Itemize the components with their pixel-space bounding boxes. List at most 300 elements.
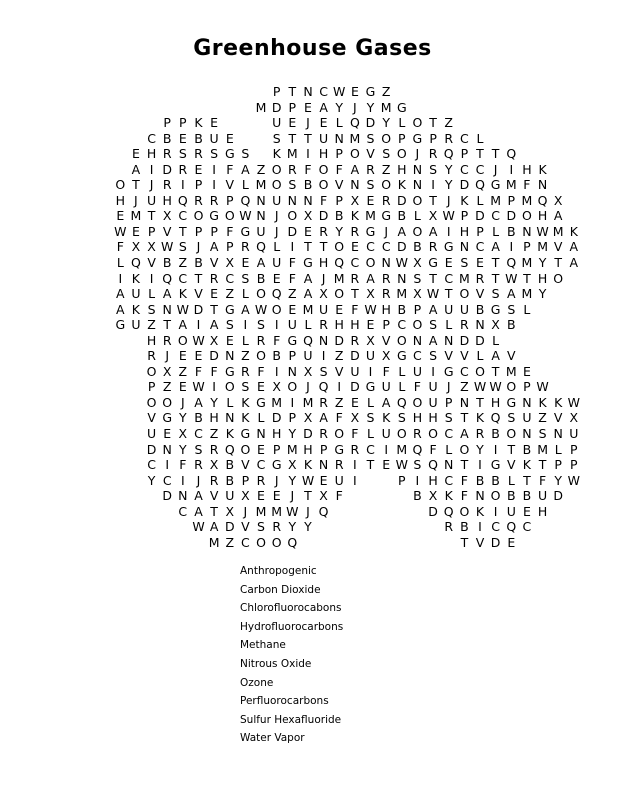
grid-letter: X bbox=[553, 192, 563, 208]
grid-letter: O bbox=[256, 286, 266, 302]
grid-letter: I bbox=[431, 177, 435, 193]
grid-letter: R bbox=[194, 457, 203, 473]
grid-letter: M bbox=[286, 146, 298, 162]
grid-letter: Y bbox=[554, 472, 562, 488]
grid-letter: U bbox=[287, 317, 297, 333]
grid-row bbox=[0, 442, 625, 458]
grid-letter: O bbox=[146, 394, 157, 410]
grid-letter: X bbox=[413, 286, 422, 302]
grid-letter: Z bbox=[444, 115, 453, 131]
grid-letter: O bbox=[396, 426, 407, 442]
grid-letter: Q bbox=[224, 441, 235, 457]
grid-letter: Z bbox=[334, 348, 344, 364]
grid-letter: A bbox=[178, 317, 188, 333]
grid-letter: G bbox=[490, 177, 501, 193]
grid-letter: U bbox=[147, 192, 157, 208]
grid-letter: G bbox=[115, 317, 126, 333]
grid-letter: G bbox=[224, 146, 235, 162]
grid-letter: E bbox=[241, 255, 250, 271]
grid-letter: C bbox=[319, 84, 328, 99]
grid-letter: W bbox=[536, 379, 549, 395]
grid-letter: B bbox=[460, 519, 469, 535]
grid-letter: M bbox=[302, 301, 314, 317]
grid-letter: E bbox=[272, 488, 281, 504]
grid-letter: L bbox=[226, 394, 234, 410]
grid-letter: P bbox=[226, 192, 234, 208]
grid-letter: N bbox=[522, 223, 532, 239]
grid-letter: X bbox=[162, 208, 172, 224]
grid-letter: Z bbox=[381, 161, 391, 177]
grid-letter: N bbox=[397, 270, 407, 286]
grid-letter: M bbox=[365, 208, 376, 224]
grid-letter: O bbox=[412, 115, 423, 131]
grid-letter: I bbox=[321, 348, 326, 364]
grid-letter: F bbox=[288, 255, 296, 271]
grid-letter: F bbox=[351, 301, 359, 317]
grid-letter: A bbox=[256, 255, 266, 271]
grid-letter: I bbox=[290, 394, 295, 410]
grid-letter: L bbox=[241, 286, 249, 302]
grid-letter: H bbox=[209, 410, 219, 426]
grid-row bbox=[0, 286, 625, 302]
grid-letter: C bbox=[366, 441, 375, 457]
grid-letter: S bbox=[538, 426, 547, 442]
grid-letter: L bbox=[445, 441, 453, 457]
grid-letter: I bbox=[478, 457, 482, 473]
grid-letter: B bbox=[491, 426, 500, 442]
grid-letter: Z bbox=[225, 534, 235, 550]
grid-letter: L bbox=[335, 115, 343, 131]
grid-letter: N bbox=[287, 363, 297, 379]
grid-letter: T bbox=[147, 208, 156, 224]
grid-letter: D bbox=[506, 208, 517, 224]
word-list-item: Perfluorocarbons bbox=[240, 695, 329, 708]
grid-letter: Y bbox=[178, 441, 187, 457]
grid-letter: R bbox=[413, 426, 422, 442]
grid-letter: P bbox=[288, 348, 297, 364]
grid-letter: E bbox=[288, 301, 297, 317]
grid-letter: Q bbox=[506, 519, 517, 535]
grid-letter: I bbox=[493, 441, 498, 457]
grid-letter: Y bbox=[444, 161, 453, 177]
grid-letter: R bbox=[381, 270, 391, 286]
grid-letter: D bbox=[193, 301, 204, 317]
grid-letter: H bbox=[459, 223, 470, 239]
grid-letter: I bbox=[353, 457, 357, 473]
grid-letter: R bbox=[475, 426, 485, 442]
grid-letter: R bbox=[209, 270, 219, 286]
word-list-item: Methane bbox=[240, 639, 286, 652]
grid-letter: G bbox=[271, 457, 282, 473]
grid-letter: Y bbox=[335, 223, 343, 239]
grid-letter: E bbox=[366, 192, 375, 208]
grid-letter: N bbox=[256, 192, 266, 208]
grid-letter: A bbox=[209, 519, 219, 535]
grid-letter: I bbox=[212, 161, 216, 177]
grid-letter: U bbox=[459, 301, 469, 317]
grid-letter: T bbox=[366, 457, 375, 473]
grid-letter: O bbox=[490, 488, 501, 504]
grid-letter: O bbox=[412, 192, 423, 208]
grid-letter: D bbox=[146, 441, 157, 457]
grid-letter: G bbox=[334, 441, 345, 457]
grid-letter: D bbox=[475, 332, 485, 348]
grid-letter: O bbox=[256, 534, 266, 550]
grid-letter: M bbox=[333, 270, 345, 286]
grid-letter: K bbox=[241, 394, 250, 410]
grid-letter: I bbox=[337, 379, 342, 395]
grid-letter: Y bbox=[178, 410, 187, 426]
grid-letter: L bbox=[367, 426, 374, 442]
grid-letter: W bbox=[489, 379, 502, 395]
grid-letter: X bbox=[413, 255, 422, 271]
grid-letter: T bbox=[460, 534, 469, 550]
grid-letter: E bbox=[350, 394, 359, 410]
grid-letter: H bbox=[318, 255, 329, 271]
grid-letter: Q bbox=[162, 270, 173, 286]
grid-row bbox=[0, 426, 625, 442]
grid-letter: O bbox=[256, 348, 266, 364]
grid-letter: U bbox=[225, 488, 235, 504]
grid-letter: B bbox=[225, 472, 235, 488]
grid-letter: E bbox=[476, 255, 484, 271]
grid-letter: K bbox=[475, 410, 485, 426]
grid-letter: J bbox=[180, 394, 185, 410]
grid-letter: U bbox=[444, 301, 454, 317]
grid-letter: M bbox=[271, 503, 283, 519]
grid-letter: Z bbox=[460, 379, 469, 395]
grid-letter: E bbox=[350, 239, 359, 255]
grid-letter: J bbox=[493, 161, 498, 177]
grid-letter: B bbox=[507, 223, 516, 239]
grid-letter: U bbox=[272, 255, 282, 271]
grid-letter: S bbox=[460, 255, 469, 271]
grid-letter: M bbox=[130, 208, 142, 224]
grid-row bbox=[0, 317, 625, 333]
grid-letter: N bbox=[381, 255, 391, 271]
grid-row bbox=[0, 519, 625, 535]
grid-letter: O bbox=[334, 426, 345, 442]
grid-letter: Y bbox=[210, 394, 218, 410]
grid-letter: K bbox=[225, 426, 234, 442]
grid-letter: R bbox=[460, 317, 469, 333]
grid-letter: N bbox=[287, 192, 297, 208]
grid-letter: D bbox=[553, 488, 563, 504]
grid-row bbox=[0, 177, 625, 193]
grid-letter: R bbox=[162, 332, 172, 348]
grid-letter: L bbox=[257, 410, 265, 426]
grid-letter: C bbox=[413, 348, 422, 364]
grid-letter: S bbox=[288, 177, 297, 193]
grid-letter: R bbox=[178, 161, 188, 177]
grid-letter: W bbox=[395, 457, 408, 473]
grid-letter: G bbox=[224, 301, 235, 317]
grid-letter: X bbox=[131, 239, 141, 255]
grid-letter: C bbox=[381, 239, 391, 255]
grid-letter: C bbox=[178, 208, 188, 224]
grid-letter: J bbox=[306, 115, 310, 131]
grid-letter: S bbox=[429, 348, 438, 364]
grid-letter: L bbox=[492, 332, 500, 348]
grid-letter: I bbox=[149, 270, 154, 286]
grid-letter: W bbox=[254, 301, 268, 317]
grid-letter: T bbox=[429, 270, 437, 286]
grid-row bbox=[0, 302, 625, 318]
grid-letter: I bbox=[368, 363, 373, 379]
grid-letter: I bbox=[306, 146, 310, 162]
grid-letter: G bbox=[240, 426, 251, 442]
grid-letter: T bbox=[538, 457, 547, 473]
grid-letter: Y bbox=[304, 519, 312, 535]
grid-letter: W bbox=[395, 255, 408, 271]
grid-letter: M bbox=[302, 394, 314, 410]
grid-letter: B bbox=[507, 488, 516, 504]
grid-letter: B bbox=[194, 130, 203, 146]
grid-letter: T bbox=[351, 286, 359, 302]
grid-letter: N bbox=[162, 441, 172, 457]
grid-letter: S bbox=[257, 519, 265, 535]
grid-letter: L bbox=[554, 441, 562, 457]
grid-letter: D bbox=[287, 223, 298, 239]
grid-letter: D bbox=[490, 534, 501, 550]
grid-letter: I bbox=[243, 317, 248, 333]
grid-letter: Q bbox=[130, 255, 141, 271]
grid-letter: L bbox=[241, 332, 249, 348]
grid-letter: C bbox=[444, 426, 454, 442]
grid-letter: B bbox=[303, 177, 313, 193]
grid-letter: A bbox=[319, 410, 328, 426]
grid-letter: P bbox=[460, 146, 469, 162]
grid-letter: M bbox=[255, 99, 267, 115]
grid-letter: L bbox=[148, 286, 156, 302]
grid-letter: D bbox=[209, 348, 219, 364]
grid-row bbox=[0, 224, 625, 240]
grid-letter: J bbox=[290, 488, 295, 504]
grid-letter: B bbox=[475, 301, 485, 317]
grid-letter: G bbox=[224, 363, 235, 379]
grid-letter: I bbox=[431, 363, 435, 379]
grid-letter: D bbox=[459, 177, 470, 193]
grid-letter: M bbox=[537, 441, 548, 457]
grid-letter: F bbox=[319, 192, 328, 208]
grid-letter: C bbox=[444, 270, 454, 286]
grid-row bbox=[0, 100, 625, 116]
grid-letter: N bbox=[412, 161, 423, 177]
grid-letter: N bbox=[412, 177, 423, 193]
grid-letter: O bbox=[224, 379, 235, 395]
grid-letter: H bbox=[334, 317, 344, 333]
grid-letter: P bbox=[413, 301, 422, 317]
grid-letter: T bbox=[460, 457, 469, 473]
grid-letter: C bbox=[491, 519, 500, 535]
grid-letter: E bbox=[257, 441, 265, 457]
grid-letter: X bbox=[225, 503, 235, 519]
grid-letter: Q bbox=[287, 534, 298, 550]
grid-letter: X bbox=[303, 410, 313, 426]
grid-letter: M bbox=[521, 286, 533, 302]
grid-letter: N bbox=[225, 410, 235, 426]
grid-letter: O bbox=[521, 208, 532, 224]
grid-letter: Q bbox=[443, 146, 454, 162]
grid-letter: E bbox=[194, 161, 203, 177]
grid-letter: O bbox=[349, 146, 360, 162]
grid-letter: X bbox=[303, 208, 313, 224]
grid-letter: O bbox=[271, 301, 282, 317]
grid-letter: N bbox=[522, 426, 532, 442]
grid-letter: E bbox=[335, 301, 344, 317]
grid-letter: R bbox=[444, 519, 454, 535]
grid-letter: K bbox=[241, 410, 250, 426]
word-list bbox=[240, 562, 343, 748]
grid-letter: N bbox=[522, 394, 532, 410]
grid-letter: V bbox=[334, 177, 344, 193]
grid-letter: F bbox=[179, 457, 187, 473]
grid-letter: E bbox=[257, 379, 265, 395]
grid-letter: T bbox=[288, 130, 297, 146]
grid-letter: H bbox=[381, 301, 391, 317]
grid-letter: G bbox=[162, 410, 173, 426]
grid-letter: M bbox=[521, 255, 533, 271]
grid-letter: L bbox=[398, 115, 406, 131]
grid-letter: F bbox=[413, 379, 421, 395]
grid-letter: C bbox=[460, 130, 469, 146]
grid-letter: Q bbox=[349, 115, 360, 131]
grid-letter: K bbox=[397, 177, 406, 193]
grid-letter: U bbox=[428, 379, 438, 395]
grid-letter: A bbox=[507, 286, 516, 302]
grid-letter: Q bbox=[443, 503, 454, 519]
grid-letter: W bbox=[192, 332, 205, 348]
grid-letter: S bbox=[147, 301, 156, 317]
grid-letter: E bbox=[304, 223, 312, 239]
grid-letter: S bbox=[491, 286, 500, 302]
grid-letter: K bbox=[538, 394, 547, 410]
grid-letter: E bbox=[522, 363, 531, 379]
grid-letter: I bbox=[165, 457, 170, 473]
grid-letter: M bbox=[521, 192, 533, 208]
grid-letter: N bbox=[459, 394, 470, 410]
grid-letter: C bbox=[256, 457, 266, 473]
word-list-item: Sulfur Hexafluoride bbox=[240, 713, 342, 726]
grid-letter: X bbox=[272, 379, 281, 395]
grid-letter: X bbox=[288, 457, 297, 473]
puzzle-title: Greenhouse Gases bbox=[193, 36, 432, 61]
word-list-item: Nitrous Oxide bbox=[240, 657, 312, 670]
grid-letter: U bbox=[522, 410, 532, 426]
grid-letter: A bbox=[350, 161, 360, 177]
grid-letter: U bbox=[381, 426, 391, 442]
grid-letter: W bbox=[114, 223, 127, 239]
grid-letter: P bbox=[210, 223, 218, 239]
grid-letter: H bbox=[537, 503, 548, 519]
grid-letter: T bbox=[429, 115, 437, 131]
grid-letter: J bbox=[274, 223, 279, 239]
grid-letter: Q bbox=[428, 457, 439, 473]
grid-letter: R bbox=[287, 161, 297, 177]
grid-letter: F bbox=[351, 426, 359, 442]
grid-row bbox=[0, 115, 625, 131]
grid-letter: R bbox=[147, 348, 156, 364]
grid-letter: G bbox=[256, 394, 266, 410]
grid-letter: K bbox=[460, 192, 469, 208]
grid-letter: H bbox=[146, 146, 157, 162]
grid-letter: J bbox=[446, 379, 451, 395]
grid-letter: H bbox=[350, 317, 360, 333]
grid-letter: K bbox=[522, 457, 531, 473]
grid-letter: X bbox=[209, 332, 219, 348]
grid-letter: G bbox=[209, 208, 219, 224]
grid-letter: H bbox=[490, 394, 501, 410]
grid-letter: I bbox=[118, 270, 123, 286]
grid-letter: S bbox=[366, 410, 375, 426]
grid-letter: J bbox=[196, 472, 201, 488]
grid-letter: M bbox=[396, 286, 408, 302]
grid-letter: E bbox=[131, 146, 140, 162]
grid-letter: T bbox=[491, 255, 500, 271]
grid-letter: S bbox=[272, 130, 281, 146]
grid-letter: G bbox=[240, 223, 251, 239]
grid-letter: O bbox=[287, 379, 298, 395]
grid-letter: F bbox=[116, 239, 124, 255]
grid-row bbox=[0, 410, 625, 426]
grid-letter: X bbox=[428, 488, 438, 504]
grid-letter: P bbox=[163, 115, 171, 131]
grid-letter: V bbox=[334, 363, 344, 379]
grid-letter: S bbox=[241, 379, 250, 395]
grid-letter: E bbox=[522, 503, 531, 519]
grid-letter: D bbox=[396, 192, 407, 208]
grid-letter: P bbox=[226, 239, 234, 255]
grid-letter: Q bbox=[318, 379, 329, 395]
grid-letter: P bbox=[554, 457, 562, 473]
grid-letter: O bbox=[381, 130, 392, 146]
grid-letter: W bbox=[426, 286, 440, 302]
grid-letter: B bbox=[225, 457, 235, 473]
grid-letter: M bbox=[458, 270, 470, 286]
grid-letter: R bbox=[319, 223, 328, 239]
grid-letter: J bbox=[165, 348, 170, 364]
grid-letter: O bbox=[506, 379, 517, 395]
grid-letter: F bbox=[194, 363, 203, 379]
grid-letter: I bbox=[212, 379, 216, 395]
grid-row bbox=[0, 395, 625, 411]
grid-letter: L bbox=[398, 363, 406, 379]
grid-letter: P bbox=[507, 192, 516, 208]
grid-letter: D bbox=[334, 332, 344, 348]
grid-row bbox=[0, 379, 625, 395]
grid-letter: S bbox=[241, 146, 250, 162]
grid-letter: P bbox=[147, 379, 156, 395]
grid-letter: P bbox=[429, 130, 437, 146]
grid-letter: Q bbox=[240, 192, 251, 208]
grid-letter: R bbox=[350, 441, 360, 457]
grid-letter: L bbox=[273, 239, 281, 255]
grid-letter: U bbox=[412, 363, 422, 379]
grid-letter: N bbox=[412, 332, 423, 348]
grid-letter: M bbox=[255, 177, 267, 193]
grid-letter: F bbox=[273, 332, 281, 348]
grid-letter: X bbox=[319, 488, 328, 504]
grid-letter: B bbox=[162, 255, 172, 271]
grid-letter: N bbox=[459, 239, 470, 255]
grid-letter: U bbox=[569, 426, 579, 442]
grid-letter: L bbox=[116, 255, 124, 271]
grid-letter: F bbox=[226, 161, 234, 177]
grid-letter: C bbox=[460, 161, 469, 177]
grid-letter: L bbox=[241, 177, 249, 193]
grid-letter: L bbox=[476, 192, 484, 208]
grid-letter: A bbox=[381, 394, 391, 410]
